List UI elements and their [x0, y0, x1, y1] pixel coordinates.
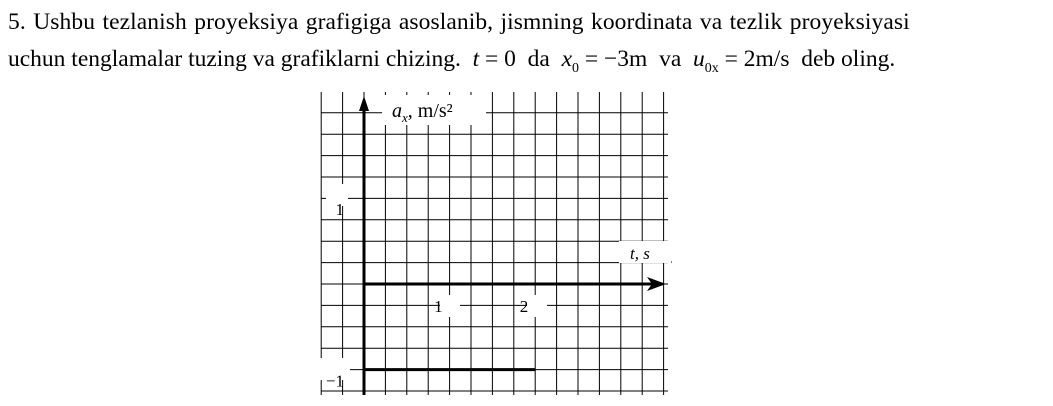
y-axis-arrow — [359, 96, 369, 111]
u0x-subscript: 0x — [704, 61, 719, 76]
problem-sentence-1: Ushbu tezlanish proyeksiya grafigiga asoslanib, jismning koordinata va tezlik proyeksiyasi — [33, 9, 910, 35]
da-word: da — [527, 46, 550, 72]
u0x-value: = 2m/s — [724, 46, 790, 72]
ylabel: $a_x$, m/s² — [392, 100, 453, 125]
xtick-background-1 — [440, 295, 460, 317]
problem-sentence-2: uchun tenglamalar tuzing va grafiklarni chizing. — [8, 46, 461, 72]
xtick-background-2 — [527, 295, 547, 317]
x0-symbol: x — [561, 46, 573, 72]
ending-text: deb oling. — [801, 46, 896, 72]
t-symbol: t — [472, 46, 480, 72]
x0-subscript: 0 — [572, 61, 580, 76]
u0x-symbol: u — [693, 46, 705, 72]
graph-grid — [321, 92, 668, 395]
x0-value: = −3m — [584, 46, 648, 72]
xlabel: t, s — [630, 244, 650, 263]
t-value: = 0 — [485, 46, 516, 72]
problem-number: 5. — [8, 9, 26, 35]
x-tick-label: 2 — [519, 297, 529, 316]
x-tick-label: 1 — [434, 297, 443, 316]
va-word: va — [659, 46, 682, 72]
graph-labels — [320, 95, 671, 390]
y-tick-label: −1 — [325, 371, 344, 391]
y-tick-label: 1 — [335, 200, 344, 220]
